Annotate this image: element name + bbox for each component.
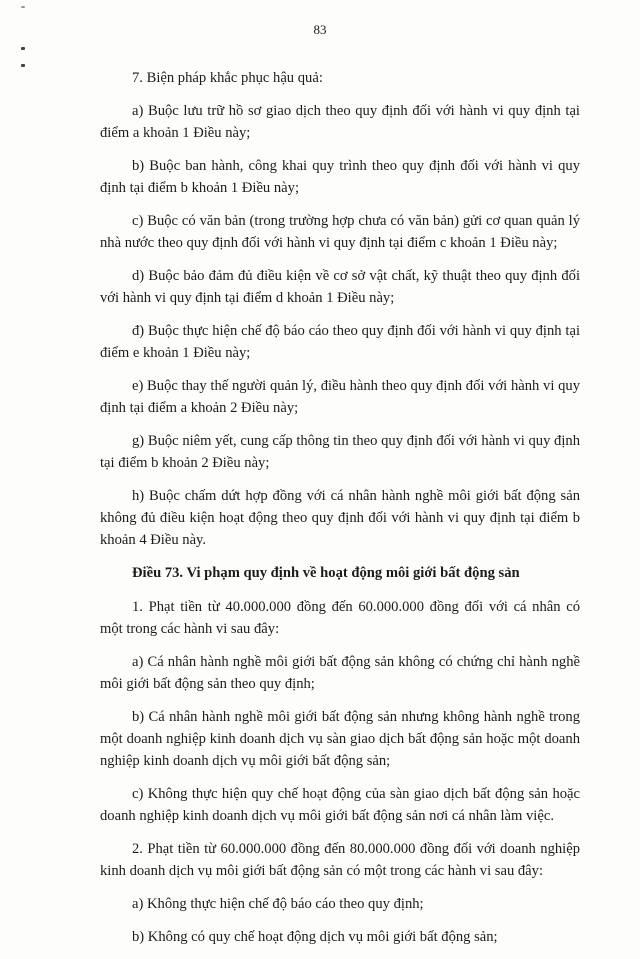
paragraph-item: c) Buộc có văn bản (trong trường hợp chưa có văn bản) gửi cơ quan quản lý nhà nước theo quy định đối với hành vi quy định tại điểm c khoản 1 Điều này; [100, 213, 580, 251]
paragraph-item: d) Buộc bảo đảm đủ điều kiện về cơ sở vật chất, kỹ thuật theo quy định đối với hành vi quy định tại điểm d khoản 1 Điều này; [100, 268, 580, 306]
paragraph-item: c) Không thực hiện quy chế hoạt động của sàn giao dịch bất động sản hoặc doanh nghiệp kinh doanh dịch vụ môi giới bất động sản nơi cá nhân làm việc. [100, 786, 580, 824]
paragraph-item: e) Buộc thay thế người quản lý, điều hành theo quy định đối với hành vi quy định tại điểm a khoản 2 Điều này; [100, 378, 580, 416]
paragraph-item: b) Cá nhân hành nghề môi giới bất động sản nhưng không hành nghề trong một doanh nghiệp kinh doanh dịch vụ sàn giao dịch bất động sản hoặc một doanh nghiệp kinh doanh dịch vụ môi giới bất động sản; [100, 709, 580, 769]
paragraph-item: b) Buộc ban hành, công khai quy trình theo quy định đối với hành vi quy định tại điểm b khoản 1 Điều này; [100, 158, 580, 196]
paragraph-item: h) Buộc chấm dứt hợp đồng với cá nhân hành nghề môi giới bất động sản không đủ điều kiện hoạt động theo quy định đối với hành vi quy định tại điểm b khoản 4 Điều này. [100, 488, 580, 548]
paragraph-clause: 1. Phạt tiền từ 40.000.000 đồng đến 60.000.000 đồng đối với cá nhân có một trong các hành vi sau đây: [100, 599, 580, 637]
paragraph-item: a) Cá nhân hành nghề môi giới bất động sản không có chứng chỉ hành nghề môi giới bất động sản theo quy định; [100, 654, 580, 692]
margin-mark [21, 6, 25, 8]
paragraph-remedial-measures: 7. Biện pháp khắc phục hậu quả: [132, 70, 323, 86]
paragraph-item: a) Không thực hiện chế độ báo cáo theo quy định; [132, 896, 424, 912]
margin-mark [21, 64, 25, 67]
paragraph-clause: 2. Phạt tiền từ 60.000.000 đồng đến 80.000.000 đồng đối với doanh nghiệp kinh doanh dịch vụ môi giới bất động sản có một trong các hành vi sau đây: [100, 841, 580, 879]
paragraph-item: a) Buộc lưu trữ hồ sơ giao dịch theo quy định đối với hành vi quy định tại điểm a khoản 1 Điều này; [100, 103, 580, 141]
paragraph-item: b) Không có quy chế hoạt động dịch vụ môi giới bất động sản; [132, 929, 498, 945]
page-number: 83 [313, 22, 327, 37]
paragraph-item: g) Buộc niêm yết, cung cấp thông tin theo quy định đối với hành vi quy định tại điểm b khoản 2 Điều này; [100, 433, 580, 471]
margin-mark [21, 47, 25, 50]
document-body [100, 67, 580, 959]
paragraph-item: đ) Buộc thực hiện chế độ báo cáo theo quy định đối với hành vi quy định tại điểm e khoản 1 Điều này; [100, 323, 580, 361]
article-heading: Điều 73. Vi phạm quy định về hoạt động môi giới bất động sản [132, 565, 520, 581]
